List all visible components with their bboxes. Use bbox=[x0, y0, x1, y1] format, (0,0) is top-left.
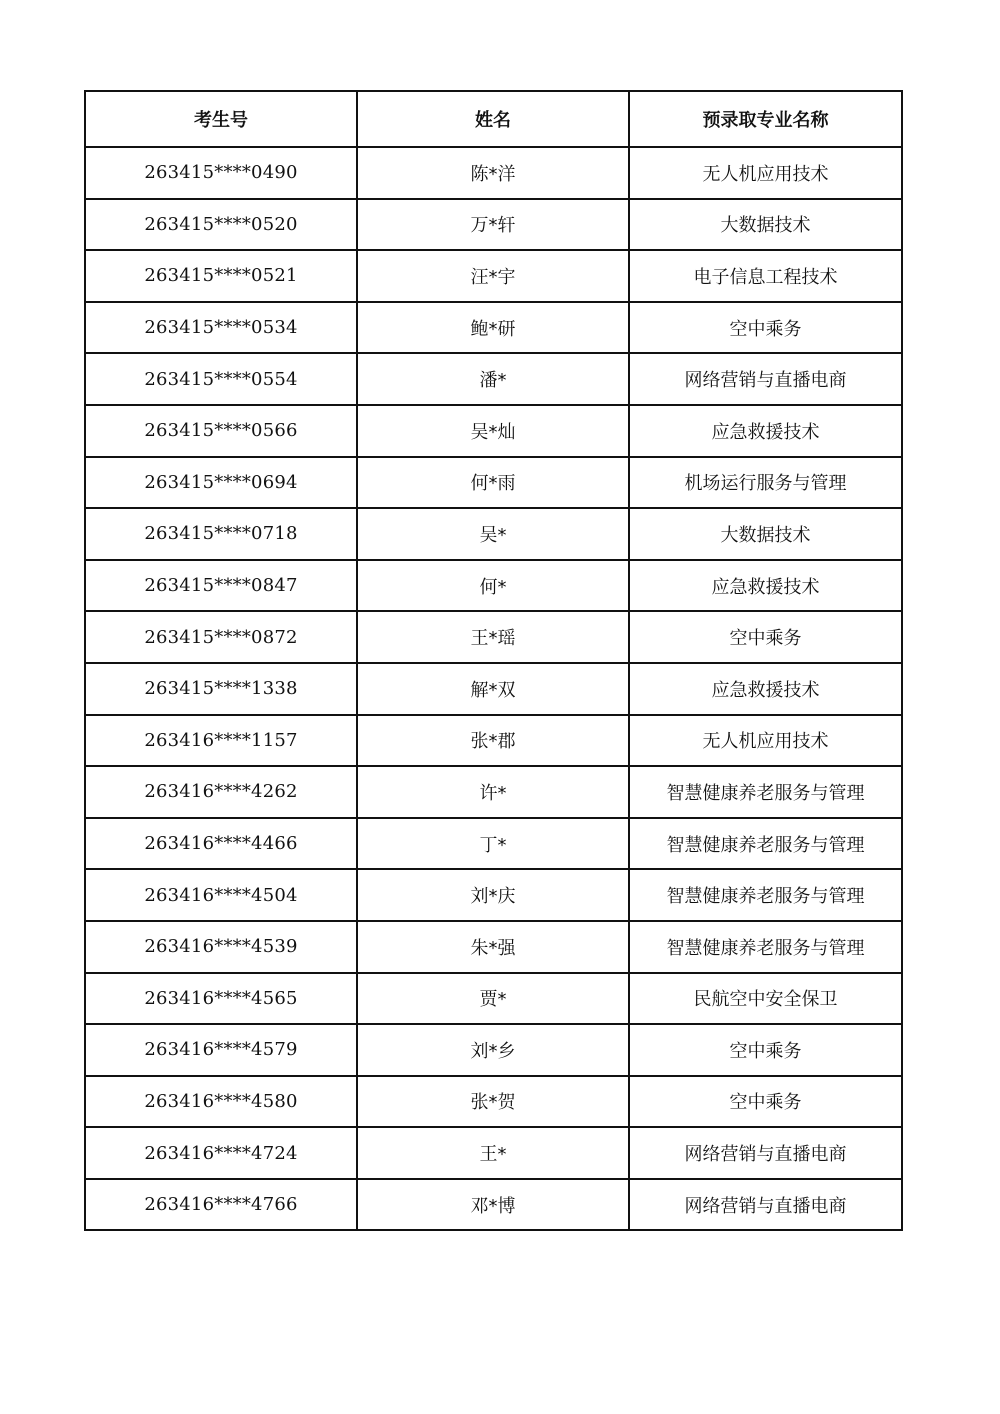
cell-name: 潘* bbox=[357, 353, 629, 405]
table-row bbox=[85, 1076, 902, 1128]
table-row bbox=[85, 818, 902, 870]
table-row bbox=[85, 1127, 902, 1179]
cell-name: 吴*灿 bbox=[357, 405, 629, 457]
cell-major: 智慧健康养老服务与管理 bbox=[629, 869, 902, 921]
cell-major: 智慧健康养老服务与管理 bbox=[629, 766, 902, 818]
cell-major: 空中乘务 bbox=[629, 302, 902, 354]
table-row bbox=[85, 766, 902, 818]
cell-name: 何* bbox=[357, 560, 629, 612]
cell-exam-number: 263415****0718 bbox=[85, 508, 357, 560]
table-row bbox=[85, 715, 902, 767]
cell-exam-number: 263415****0566 bbox=[85, 405, 357, 457]
cell-name: 王* bbox=[357, 1127, 629, 1179]
cell-exam-number: 263415****0520 bbox=[85, 199, 357, 251]
cell-name: 鲍*研 bbox=[357, 302, 629, 354]
cell-major: 空中乘务 bbox=[629, 1076, 902, 1128]
header-name: 姓名 bbox=[357, 91, 629, 147]
cell-major: 网络营销与直播电商 bbox=[629, 1179, 902, 1231]
cell-major: 应急救援技术 bbox=[629, 560, 902, 612]
table-row bbox=[85, 457, 902, 509]
header-major: 预录取专业名称 bbox=[629, 91, 902, 147]
cell-name: 万*轩 bbox=[357, 199, 629, 251]
header-exam-number: 考生号 bbox=[85, 91, 357, 147]
cell-exam-number: 263416****4466 bbox=[85, 818, 357, 870]
table-row bbox=[85, 250, 902, 302]
cell-name: 吴* bbox=[357, 508, 629, 560]
cell-name: 何*雨 bbox=[357, 457, 629, 509]
cell-major: 应急救援技术 bbox=[629, 663, 902, 715]
table-row bbox=[85, 302, 902, 354]
table-row bbox=[85, 1179, 902, 1231]
table-row bbox=[85, 560, 902, 612]
cell-major: 空中乘务 bbox=[629, 611, 902, 663]
cell-major: 网络营销与直播电商 bbox=[629, 1127, 902, 1179]
cell-exam-number: 263416****4565 bbox=[85, 973, 357, 1025]
cell-major: 智慧健康养老服务与管理 bbox=[629, 921, 902, 973]
cell-exam-number: 263416****4539 bbox=[85, 921, 357, 973]
cell-name: 丁* bbox=[357, 818, 629, 870]
cell-name: 贾* bbox=[357, 973, 629, 1025]
cell-name: 陈*洋 bbox=[357, 147, 629, 199]
cell-major: 大数据技术 bbox=[629, 199, 902, 251]
cell-name: 邓*博 bbox=[357, 1179, 629, 1231]
cell-exam-number: 263415****0490 bbox=[85, 147, 357, 199]
cell-exam-number: 263416****4579 bbox=[85, 1024, 357, 1076]
cell-major: 机场运行服务与管理 bbox=[629, 457, 902, 509]
table-row bbox=[85, 199, 902, 251]
table-row bbox=[85, 508, 902, 560]
cell-name: 张*郡 bbox=[357, 715, 629, 767]
cell-exam-number: 263415****0694 bbox=[85, 457, 357, 509]
header-row bbox=[85, 91, 902, 147]
cell-exam-number: 263415****0872 bbox=[85, 611, 357, 663]
cell-major: 无人机应用技术 bbox=[629, 147, 902, 199]
cell-exam-number: 263415****0534 bbox=[85, 302, 357, 354]
cell-exam-number: 263415****0847 bbox=[85, 560, 357, 612]
table-row bbox=[85, 147, 902, 199]
cell-major: 空中乘务 bbox=[629, 1024, 902, 1076]
cell-exam-number: 263416****1157 bbox=[85, 715, 357, 767]
cell-exam-number: 263416****4504 bbox=[85, 869, 357, 921]
cell-exam-number: 263416****4262 bbox=[85, 766, 357, 818]
table-row bbox=[85, 973, 902, 1025]
cell-exam-number: 263416****4580 bbox=[85, 1076, 357, 1128]
table-row bbox=[85, 1024, 902, 1076]
table-body bbox=[85, 147, 902, 1230]
cell-name: 刘*乡 bbox=[357, 1024, 629, 1076]
cell-major: 无人机应用技术 bbox=[629, 715, 902, 767]
table-row bbox=[85, 405, 902, 457]
cell-exam-number: 263415****1338 bbox=[85, 663, 357, 715]
cell-major: 电子信息工程技术 bbox=[629, 250, 902, 302]
cell-exam-number: 263415****0554 bbox=[85, 353, 357, 405]
cell-exam-number: 263415****0521 bbox=[85, 250, 357, 302]
cell-name: 解*双 bbox=[357, 663, 629, 715]
cell-name: 王*瑶 bbox=[357, 611, 629, 663]
cell-major: 网络营销与直播电商 bbox=[629, 353, 902, 405]
table-row bbox=[85, 869, 902, 921]
table-row bbox=[85, 611, 902, 663]
cell-exam-number: 263416****4766 bbox=[85, 1179, 357, 1231]
table-header bbox=[85, 91, 902, 147]
table-row bbox=[85, 663, 902, 715]
cell-name: 许* bbox=[357, 766, 629, 818]
cell-major: 智慧健康养老服务与管理 bbox=[629, 818, 902, 870]
cell-name: 汪*宇 bbox=[357, 250, 629, 302]
cell-name: 朱*强 bbox=[357, 921, 629, 973]
admission-table bbox=[84, 90, 903, 1231]
cell-name: 张*贺 bbox=[357, 1076, 629, 1128]
table-row bbox=[85, 921, 902, 973]
cell-major: 应急救援技术 bbox=[629, 405, 902, 457]
cell-name: 刘*庆 bbox=[357, 869, 629, 921]
table-row bbox=[85, 353, 902, 405]
cell-exam-number: 263416****4724 bbox=[85, 1127, 357, 1179]
cell-major: 大数据技术 bbox=[629, 508, 902, 560]
cell-major: 民航空中安全保卫 bbox=[629, 973, 902, 1025]
